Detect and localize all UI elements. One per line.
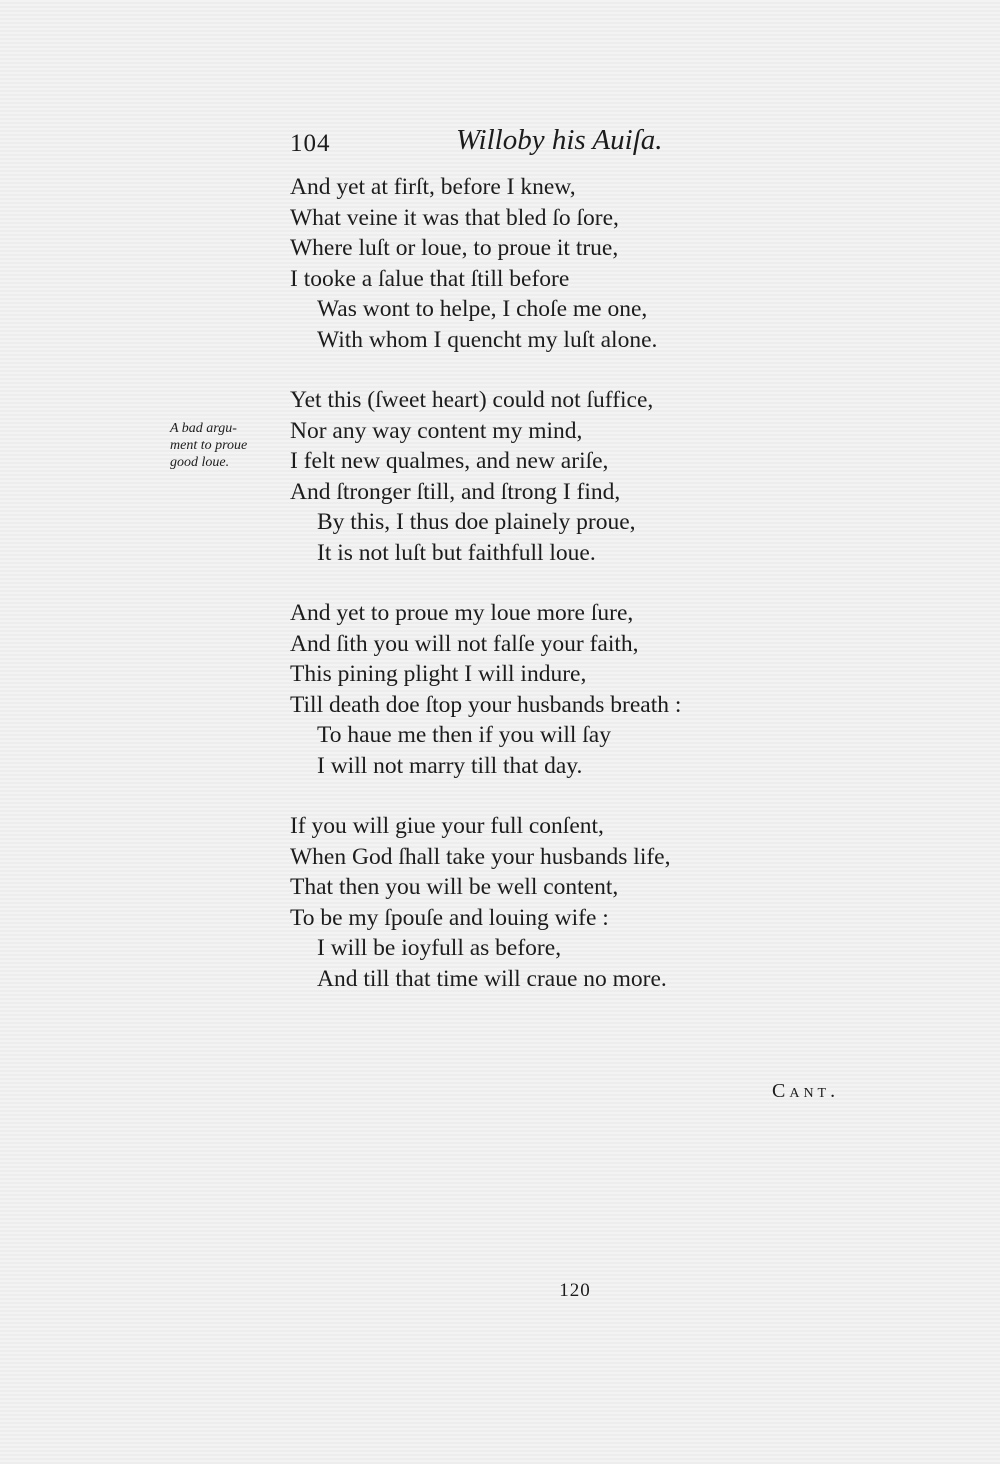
verse-line: Nor any way content my mind, [290, 417, 583, 444]
verse-line: To be my ſpouſe and louing wife : [290, 904, 609, 931]
verse-line: When God ſhall take your husbands life, [290, 843, 671, 870]
verse-line: And yet at firſt, before I knew, [290, 174, 576, 200]
margin-note-line: good loue. [170, 455, 230, 470]
verse-line: Till death doe ſtop your husbands breath : [290, 691, 682, 718]
margin-note-line: A bad argu- [170, 421, 237, 436]
margin-note-line: ment to proue [170, 438, 248, 453]
stanza [290, 172, 810, 355]
verse-line: And ſtronger ſtill, and ſtrong I find, [290, 478, 621, 505]
verse-line: I tooke a ſalue that ſtill before [290, 265, 570, 292]
folio-number-text: 120 [559, 1280, 591, 1301]
stanza [290, 385, 810, 568]
verse-line: What veine it was that bled ſo ſore, [290, 204, 619, 231]
margin-note [170, 420, 288, 471]
page-number: 104 [290, 130, 331, 157]
verse-line: By this, I thus doe plainely proue, [317, 509, 636, 535]
poem-body [290, 172, 810, 1024]
verse-line: Was wont to helpe, I choſe me one, [317, 296, 648, 322]
running-title: Willoby his Auiſa. [456, 124, 663, 156]
stanza [290, 598, 810, 781]
running-head [290, 120, 710, 160]
verse-line: It is not luſt but faithfull loue. [317, 539, 596, 566]
verse-line: I will not marry till that day. [317, 752, 583, 779]
verse-line: I will be ioyfull as before, [317, 935, 562, 961]
verse-line: That then you will be well content, [290, 874, 619, 900]
verse-line: And till that time will craue no more. [317, 965, 667, 992]
verse-line: This pining plight I will indure, [290, 661, 587, 687]
stanza [290, 811, 810, 994]
verse-line: And yet to proue my loue more ſure, [290, 600, 634, 626]
verse-line: With whom I quencht my luſt alone. [317, 326, 658, 353]
catchword: Cant. [772, 1080, 840, 1102]
verse-line: I felt new qualmes, and new ariſe, [290, 448, 609, 474]
verse-line: To haue me then if you will ſay [317, 722, 611, 748]
verse-line: Yet this (ſweet heart) could not ſuffice, [290, 387, 654, 413]
verse-line: Where luſt or loue, to proue it true, [290, 235, 619, 261]
verse-line: If you will giue your full conſent, [290, 813, 604, 839]
verse-line: And ſith you will not falſe your faith, [290, 630, 639, 657]
folio-number [0, 1280, 1000, 1302]
